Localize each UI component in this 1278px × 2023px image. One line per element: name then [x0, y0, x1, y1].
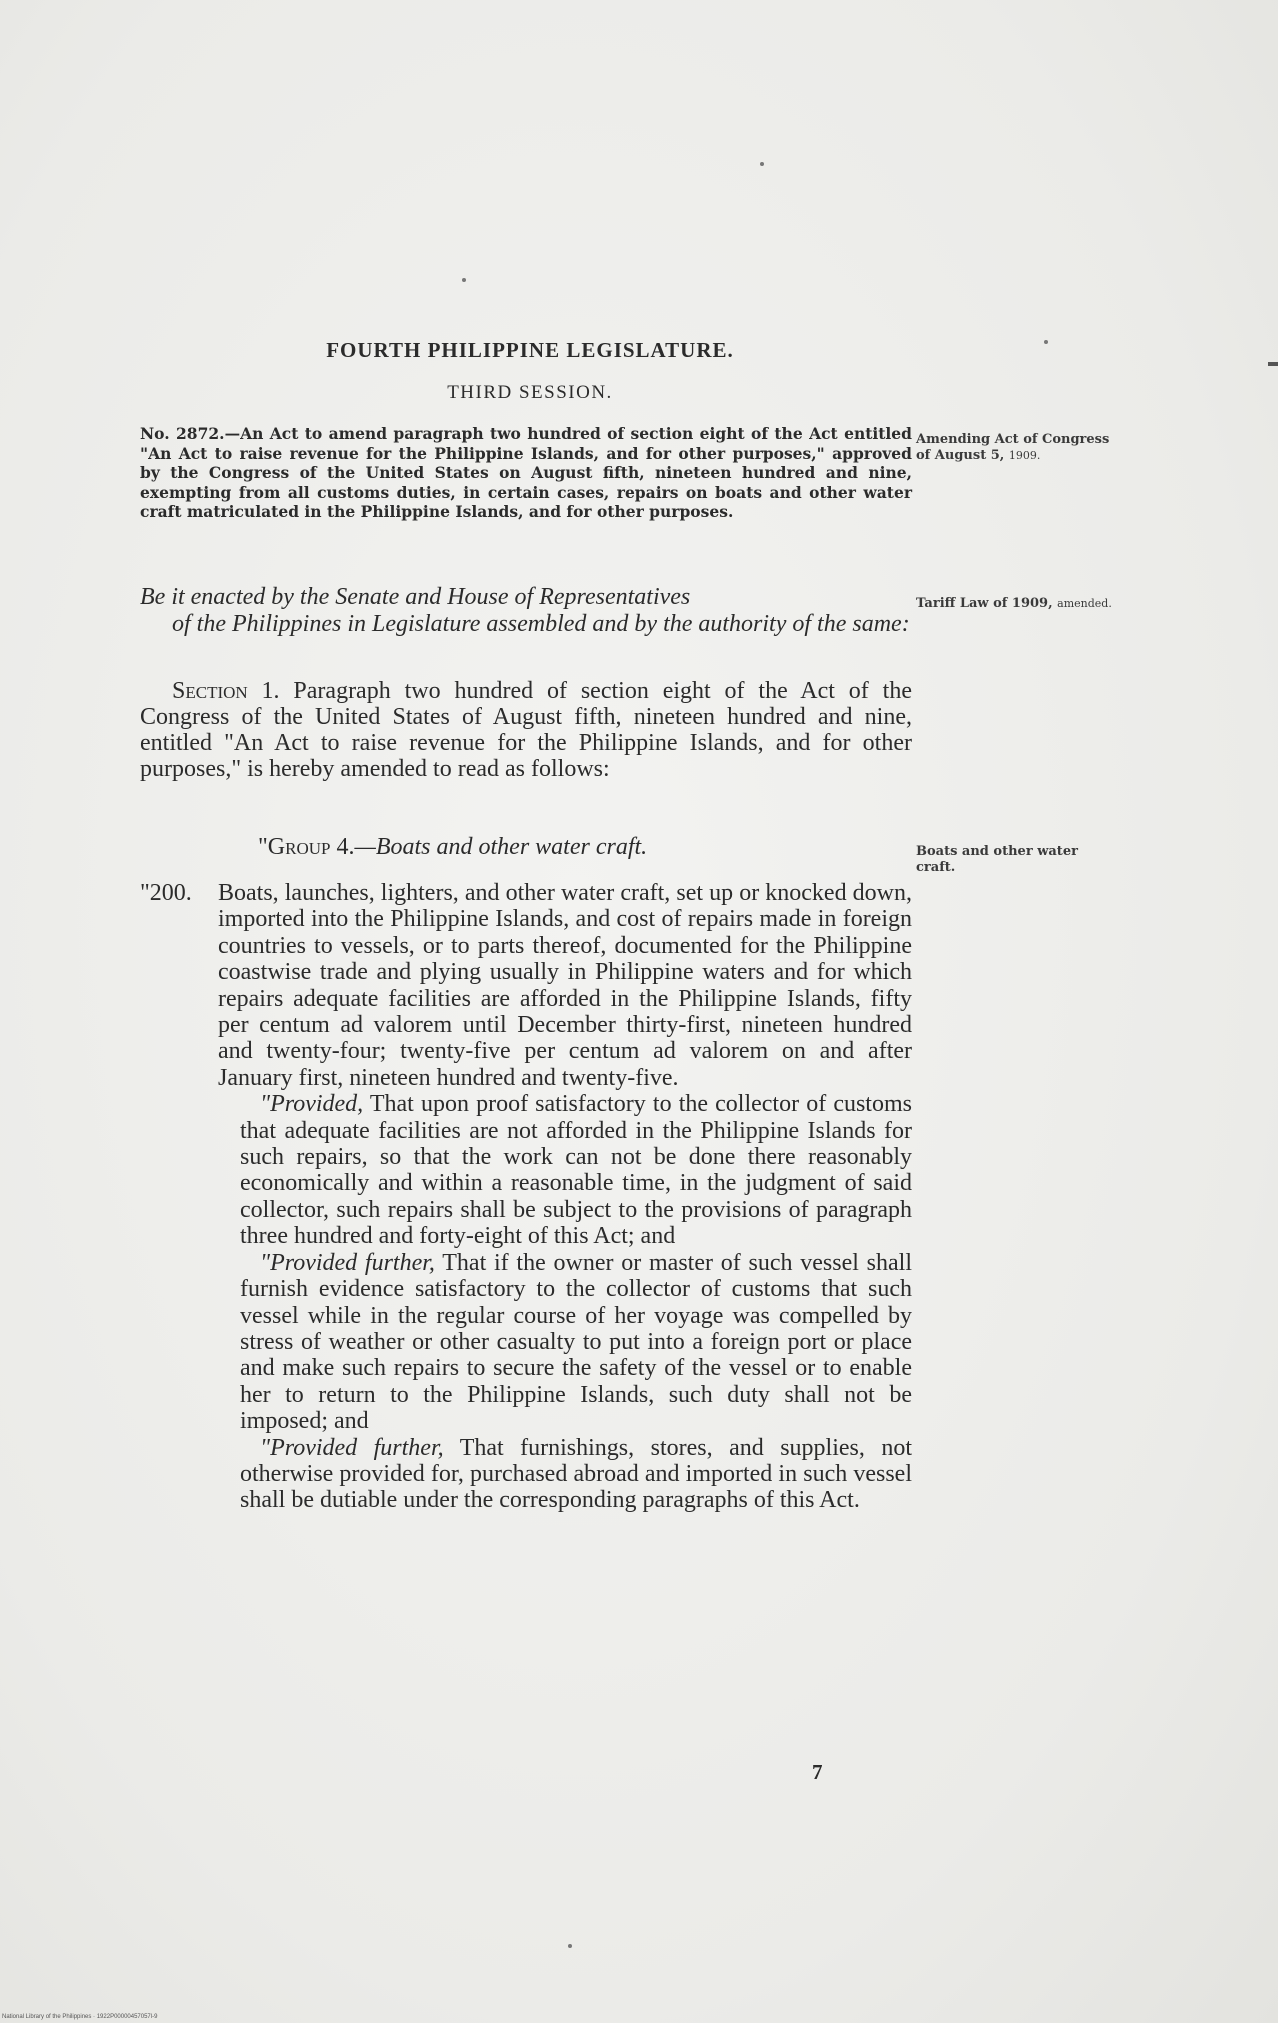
proviso-text: That if the owner or master of such vessel shall furnish evidence satisfactory to the collector of customs that such vessel while in the regular course of her voyage was compelled by stress of weather or other casualty to put into a foreign port or place and make such repairs to secure the safety of the vessel or to enable her to return to the Philippine Islands, such duty shall not be imposed; and — [240, 1249, 912, 1435]
section-label: Section 1. — [172, 678, 280, 704]
proviso-text: That furnishings, stores, and supplies, not otherwise provided for, purchased abroad and imported in such vessel shall be dutiable under the corresponding paragraphs of this Act. — [240, 1434, 912, 1514]
paragraph-200 — [140, 880, 912, 1514]
proviso-lead: "Provided further, — [260, 1249, 435, 1276]
page-number: 7 — [812, 1760, 823, 1784]
act-number: No. 2872. — [140, 424, 225, 443]
margin-note-tariff: Tariff Law of 1909, amended. — [916, 596, 1112, 611]
enacting-clause — [140, 584, 912, 638]
group-title: —Boats and other water craft. — [354, 834, 648, 860]
act-title — [140, 424, 912, 522]
scan-edge-mark — [1268, 362, 1278, 366]
section-text: Paragraph two hundred of section eight of the Act of the Congress of the United States of August fifth, nineteen hundred and nine, entitled "An Act to raise revenue for the Philippine Islands, and for other purposes," is hereby amended to read as follows: — [140, 678, 912, 782]
proviso-lead: "Provided, — [260, 1091, 364, 1118]
margin-note-amending: Amending Act of Congress of August 5, 1909. — [916, 432, 1110, 463]
proviso-lead: "Provided further, — [260, 1434, 444, 1461]
enacting-clause-rest: of the Philippines in Legislature assembled and by the authority of the same: — [172, 611, 910, 637]
session-heading: THIRD SESSION. — [447, 382, 613, 403]
proviso-3 — [140, 1435, 912, 1514]
proviso-text: That upon proof satisfactory to the collector of customs that adequate facilities are not afforded in the Philippine Islands for such repairs, so that the work can not be done there reasonably economically and within a reasonable time, in the judgment of said collector, such repairs shall be subject to the provisions of paragraph three hundred and forty-eight of this Act; and — [240, 1091, 912, 1250]
group-prefix: "Group 4. — [258, 834, 355, 860]
proviso-2 — [140, 1250, 912, 1435]
library-stamp: National Library of the Philippines · 1922P00000457057l-9 — [2, 2014, 158, 2020]
paper-speck — [462, 278, 466, 282]
margin-note-boats: Boats and other water craft. — [916, 844, 1078, 875]
paper-speck — [568, 1944, 572, 1948]
group-heading — [258, 834, 647, 861]
proviso-1 — [140, 1091, 912, 1249]
paper-speck — [760, 162, 764, 166]
paragraph-number: "200. — [140, 880, 192, 906]
legislature-heading: FOURTH PHILIPPINE LEGISLATURE. — [326, 338, 734, 362]
enacting-clause-first: Be it enacted by the Senate and House of Representatives — [140, 584, 691, 610]
section-1 — [140, 678, 912, 782]
act-title-text: —An Act to amend paragraph two hundred of section eight of the Act entitled "An Act to raise revenue for the Philippine Islands, and for other purposes," approved by the Congress of the United States on August fifth, nineteen hundred and nine, exempting from all customs duties, in certain cases, repairs on boats and other water craft matriculated in the Philippine Islands, and for other purposes. — [140, 424, 913, 521]
paragraph-text: Boats, launches, lighters, and other water craft, set up or knocked down, imported into the Philippine Islands, and cost of repairs made in foreign countries to vessels, or to parts thereof, documented for the Philippine coastwise trade and plying usually in Philippine waters and for which repairs adequate facilities are afforded in the Philippine Islands, fifty per centum ad valorem until December thirty-first, nineteen hundred and twenty-four; twenty-five per centum ad valorem on and after January first, nineteen hundred and twenty-five. — [218, 880, 912, 1091]
